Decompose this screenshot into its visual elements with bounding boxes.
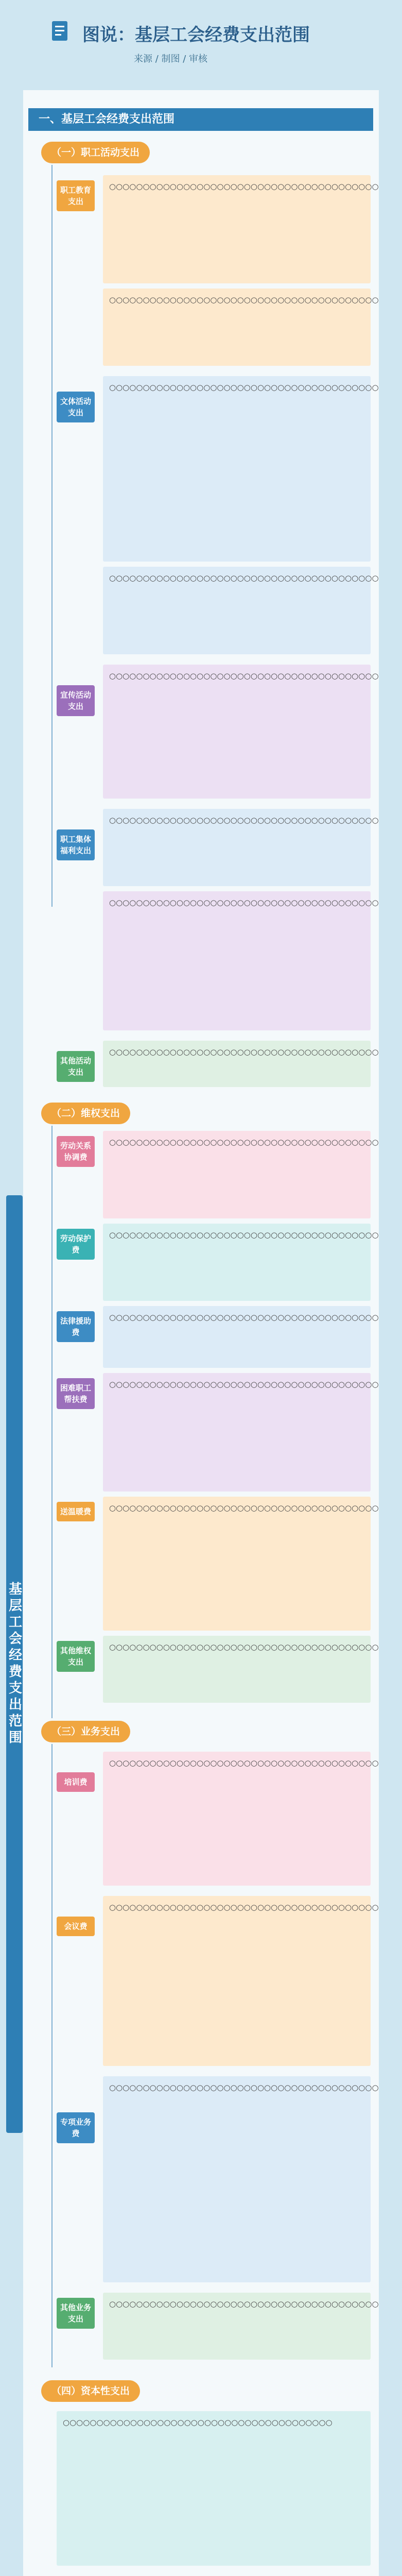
row-label: 劳动关系协调费 [57, 1136, 95, 1167]
subsection-heading: （一）职工活动支出 [41, 142, 150, 163]
row-label: 专项业务费 [57, 2112, 95, 2143]
row-text: ○○○○○○○○○○○○○○○○○○○○○○○○○○○○○○○○○○○○○○○○ [103, 1497, 371, 1631]
row-label: 其他维权支出 [57, 1641, 95, 1672]
row-text: ○○○○○○○○○○○○○○○○○○○○○○○○○○○○○○○○○○○○○○○○ [103, 567, 371, 654]
subsection-heading: （二）维权支出 [41, 1103, 130, 1124]
row-text: ○○○○○○○○○○○○○○○○○○○○○○○○○○○○○○○○○○○○○○○○ [103, 1752, 371, 1886]
row-text: ○○○○○○○○○○○○○○○○○○○○○○○○○○○○○○○○○○○○○○○○ [103, 1306, 371, 1368]
row-text: ○○○○○○○○○○○○○○○○○○○○○○○○○○○○○○○○○○○○○○○○ [103, 891, 371, 1030]
row-text: ○○○○○○○○○○○○○○○○○○○○○○○○○○○○○○○○○○○○○○○○ [103, 1224, 371, 1301]
row-text: ○○○○○○○○○○○○○○○○○○○○○○○○○○○○○○○○○○○○○○○○ [103, 809, 371, 886]
row-label: 文体活动支出 [57, 392, 95, 422]
row-label: 劳动保护费 [57, 1229, 95, 1260]
page-subtitle: 来源 / 制图 / 审核 [134, 54, 208, 64]
row-text: ○○○○○○○○○○○○○○○○○○○○○○○○○○○○○○○○○○○○○○○○ [103, 1373, 371, 1492]
row-text: ○○○○○○○○○○○○○○○○○○○○○○○○○○○○○○○○○○○○○○○○ [103, 2076, 371, 2282]
row-text: ○○○○○○○○○○○○○○○○○○○○○○○○○○○○○○○○○○○○○○○○ [57, 2411, 371, 2566]
row-text: ○○○○○○○○○○○○○○○○○○○○○○○○○○○○○○○○○○○○○○○○ [103, 376, 371, 562]
row-label: 困难职工帮扶费 [57, 1378, 95, 1409]
row-text: ○○○○○○○○○○○○○○○○○○○○○○○○○○○○○○○○○○○○○○○○ [103, 665, 371, 799]
side-rail-label: 基层工会经费支出范围 [6, 1582, 22, 1747]
row-text: ○○○○○○○○○○○○○○○○○○○○○○○○○○○○○○○○○○○○○○○○ [103, 289, 371, 366]
document-icon [49, 20, 72, 42]
row-text: ○○○○○○○○○○○○○○○○○○○○○○○○○○○○○○○○○○○○○○○○ [103, 1636, 371, 1703]
row-label: 其他活动支出 [57, 1051, 95, 1082]
connector [51, 165, 53, 907]
row-text: ○○○○○○○○○○○○○○○○○○○○○○○○○○○○○○○○○○○○○○○○ [103, 1041, 371, 1087]
row-label: 宣传活动支出 [57, 685, 95, 716]
row-label: 培训费 [57, 1772, 95, 1792]
row-label: 法律援助费 [57, 1311, 95, 1342]
row-label: 职工集体福利支出 [57, 829, 95, 860]
row-label: 会议费 [57, 1917, 95, 1936]
row-text: ○○○○○○○○○○○○○○○○○○○○○○○○○○○○○○○○○○○○○○○○ [103, 1131, 371, 1218]
row-label: 其他业务支出 [57, 2298, 95, 2329]
side-rail [6, 1195, 23, 2133]
row-label: 职工教育支出 [57, 180, 95, 211]
row-text: ○○○○○○○○○○○○○○○○○○○○○○○○○○○○○○○○○○○○○○○○ [103, 175, 371, 283]
connector [51, 1126, 53, 1718]
row-label: 送温暖费 [57, 1502, 95, 1521]
row-text: ○○○○○○○○○○○○○○○○○○○○○○○○○○○○○○○○○○○○○○○○ [103, 1896, 371, 2066]
header [0, 0, 402, 88]
row-text: ○○○○○○○○○○○○○○○○○○○○○○○○○○○○○○○○○○○○○○○○ [103, 2293, 371, 2360]
page-title: 图说：基层工会经费支出范围 [82, 25, 310, 45]
section-heading: 一、基层工会经费支出范围 [28, 108, 373, 131]
connector [51, 1744, 53, 2367]
subsection-heading: （四）资本性支出 [41, 2380, 140, 2402]
subsection-heading: （三）业务支出 [41, 1721, 130, 1742]
